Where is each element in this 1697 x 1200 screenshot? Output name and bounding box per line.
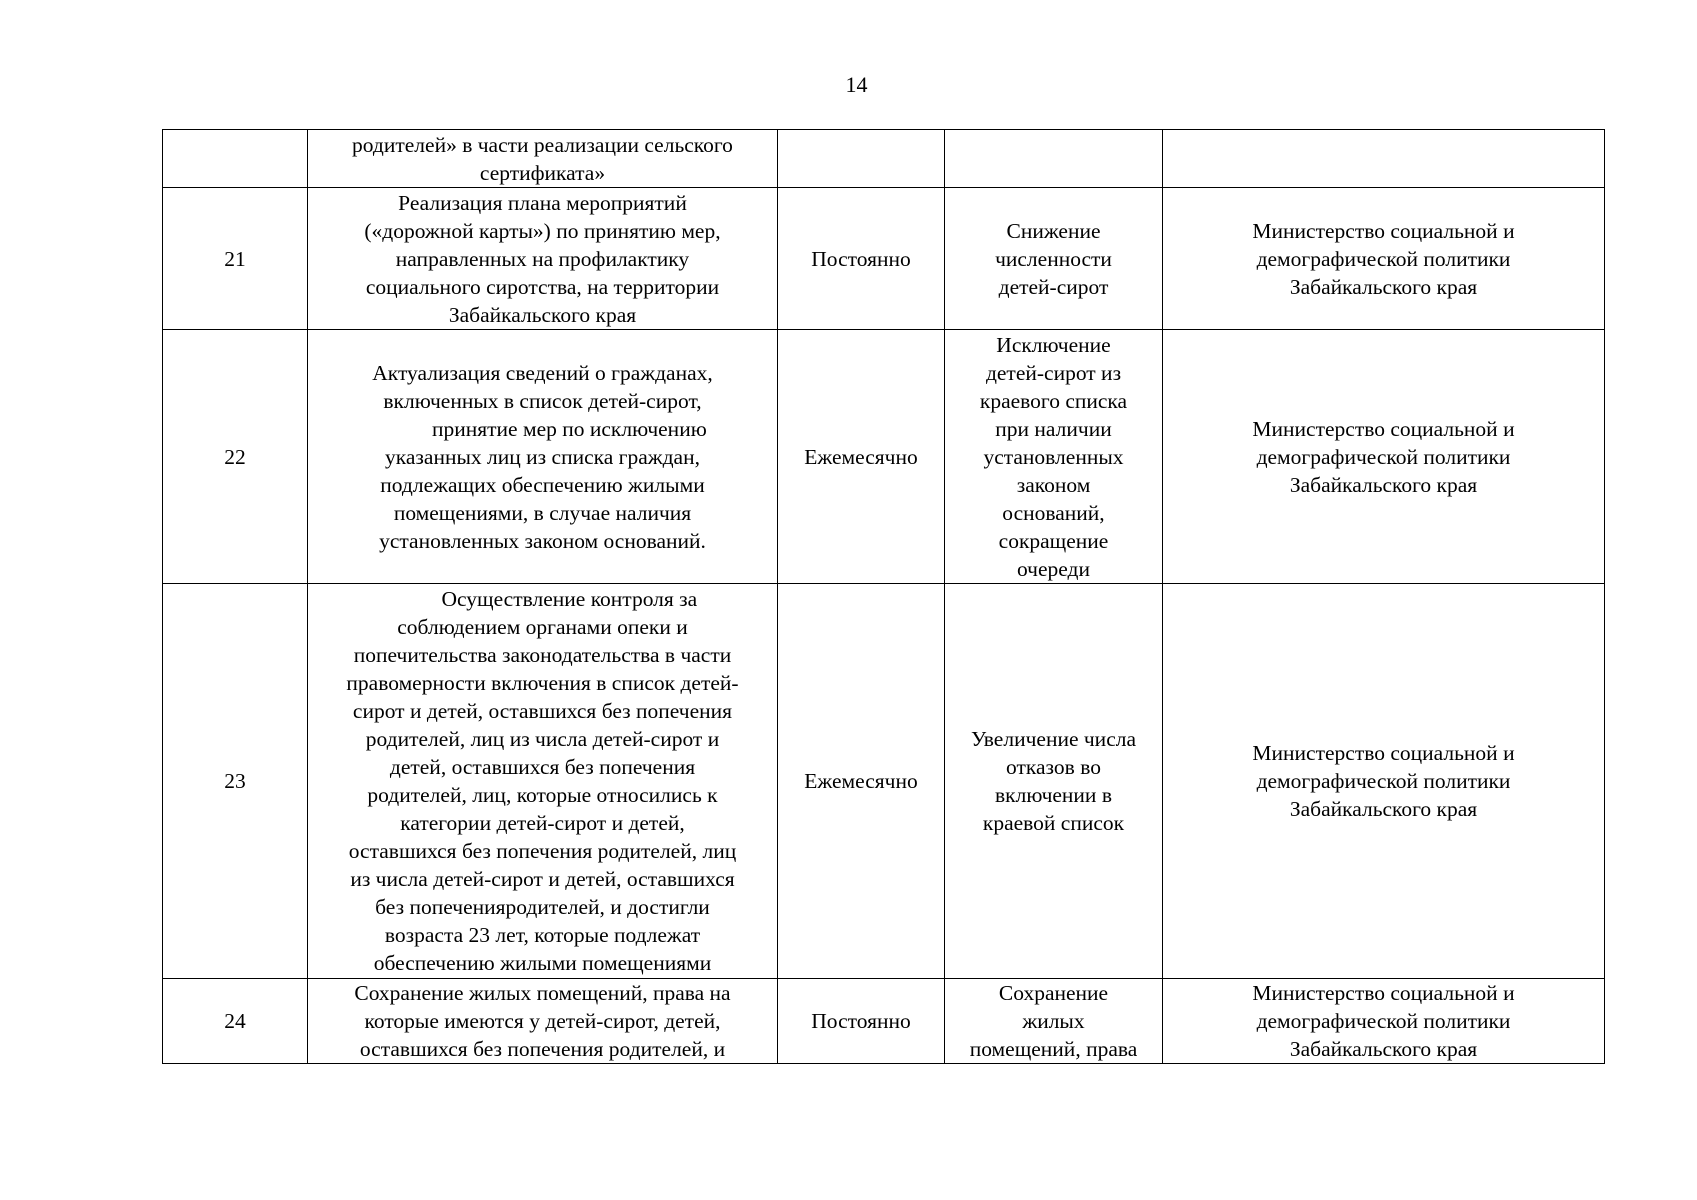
text-line: Забайкальского края	[1289, 274, 1478, 299]
text-line: Постоянно	[811, 246, 911, 271]
activity-cell	[308, 584, 778, 979]
text-line: Сохранение	[998, 981, 1109, 1005]
text-line: Министерство социальной и	[1252, 416, 1515, 441]
text-line: установленных законом оснований.	[379, 528, 706, 553]
text-line: при наличии	[995, 416, 1112, 441]
activity-cell	[308, 188, 778, 330]
activities-table	[162, 129, 1605, 1064]
text-line: Актуализация сведений о гражданах,	[372, 360, 713, 385]
text-line: попечительства законодательства в части	[353, 643, 732, 667]
text-line: детей, оставшихся без попечения	[389, 755, 696, 779]
text-line: соблюдением органами опеки и	[397, 615, 688, 639]
text-line: Сохранение жилых помещений, права на	[354, 981, 731, 1005]
text-line: законом	[1016, 472, 1091, 497]
result-cell	[945, 188, 1163, 330]
text-line: демографической политики	[1256, 769, 1511, 793]
text-line: сирот и детей, оставшихся без попечения	[352, 699, 733, 723]
responsible-cell	[1163, 584, 1605, 979]
text-line: обеспечению жилыми помещениями	[373, 951, 712, 975]
text-line: детей-сирот из	[985, 360, 1122, 385]
text-line: Забайкальского края	[1289, 472, 1478, 497]
text-line: оставшихся без попечения родителей, и	[359, 1037, 726, 1061]
text-line: родителей, лиц, которые относились к	[367, 783, 718, 807]
period-cell	[778, 979, 945, 1064]
text-line: сокращение	[998, 528, 1109, 553]
text-line: краевого списка	[979, 388, 1128, 413]
text-line: принятие мер по исключению	[378, 416, 707, 441]
text-line: Ежемесячно	[804, 769, 918, 793]
table-row	[163, 584, 1605, 979]
text-line: подлежащих обеспечению жилыми	[380, 472, 705, 497]
text-line: родителей, лиц из числа детей-сирот и	[365, 727, 720, 751]
period-cell	[778, 130, 945, 188]
text-line: родителей» в части реализации сельского	[352, 132, 733, 157]
text-line: Министерство социальной и	[1252, 218, 1515, 243]
text-line: отказов во	[1006, 755, 1101, 779]
text-line: Постоянно	[811, 1009, 911, 1033]
text-line: Реализация плана мероприятий	[398, 190, 687, 215]
responsible-cell	[1163, 188, 1605, 330]
period-cell	[778, 584, 945, 979]
text-line: Забайкальского края	[1289, 797, 1478, 821]
activity-cell	[308, 979, 778, 1064]
table-row	[163, 188, 1605, 330]
responsible-cell	[1163, 330, 1605, 584]
text-line: указанных лиц из списка граждан,	[385, 444, 700, 469]
text-line: направленных на профилактику	[395, 246, 690, 271]
text-line: демографической политики	[1256, 444, 1511, 469]
table-row	[163, 130, 1605, 188]
responsible-cell	[1163, 979, 1605, 1064]
text-line: помещениями, в случае наличия	[393, 500, 692, 525]
text-line: сертификата»	[479, 160, 606, 185]
result-cell	[945, 979, 1163, 1064]
page-number: 14	[845, 72, 868, 97]
text-line: Снижение	[1006, 218, 1101, 243]
text-line: Забайкальского края	[1289, 1037, 1478, 1061]
table-row	[163, 979, 1605, 1064]
text-line: Осуществление контроля за	[387, 587, 698, 611]
text-line: очереди	[1016, 556, 1090, 581]
row-number-cell: 23	[163, 584, 308, 979]
text-line: демографической политики	[1256, 1009, 1511, 1033]
text-line: Министерство социальной и	[1252, 741, 1515, 765]
text-line: социального сиротства, на территории	[365, 274, 720, 299]
text-line: Исключение	[996, 332, 1111, 357]
text-line: («дорожной карты») по принятию мер,	[364, 218, 721, 243]
result-cell	[945, 584, 1163, 979]
text-line: Ежемесячно	[804, 444, 918, 469]
activity-cell	[308, 130, 778, 188]
period-cell	[778, 330, 945, 584]
text-line: установленных	[983, 444, 1124, 469]
row-number-cell: 24	[163, 979, 308, 1064]
activity-cell	[308, 330, 778, 584]
text-line: Министерство социальной и	[1252, 981, 1515, 1005]
text-line: помещений, права	[969, 1037, 1138, 1061]
text-line: численности	[995, 246, 1112, 271]
row-number-cell: 21	[163, 188, 308, 330]
text-line: жилых	[1022, 1009, 1085, 1033]
text-line: категории детей-сирот и детей,	[400, 811, 685, 835]
table-row	[163, 330, 1605, 584]
text-line: которые имеются у детей-сирот, детей,	[364, 1009, 721, 1033]
text-line: Забайкальского края	[448, 302, 637, 327]
text-line: включении в	[995, 783, 1112, 807]
text-line: без попеченияродителей, и достигли	[375, 895, 710, 919]
text-line: Увеличение числа	[970, 727, 1137, 751]
responsible-cell	[1163, 130, 1605, 188]
text-line: включенных в список детей-сирот,	[383, 388, 702, 413]
text-line: детей-сирот	[998, 274, 1109, 299]
result-cell	[945, 330, 1163, 584]
result-cell	[945, 130, 1163, 188]
period-cell	[778, 188, 945, 330]
text-line: краевой список	[982, 811, 1125, 835]
text-line: демографической политики	[1256, 246, 1511, 271]
text-line: правомерности включения в список детей-	[346, 671, 739, 695]
row-number-cell: 22	[163, 330, 308, 584]
row-number-cell	[163, 130, 308, 188]
text-line: возраста 23 лет, которые подлежат	[384, 923, 701, 947]
text-line: оснований,	[1002, 500, 1105, 525]
text-line: оставшихся без попечения родителей, лиц	[348, 839, 737, 863]
text-line: из числа детей-сирот и детей, оставшихся	[350, 867, 735, 891]
